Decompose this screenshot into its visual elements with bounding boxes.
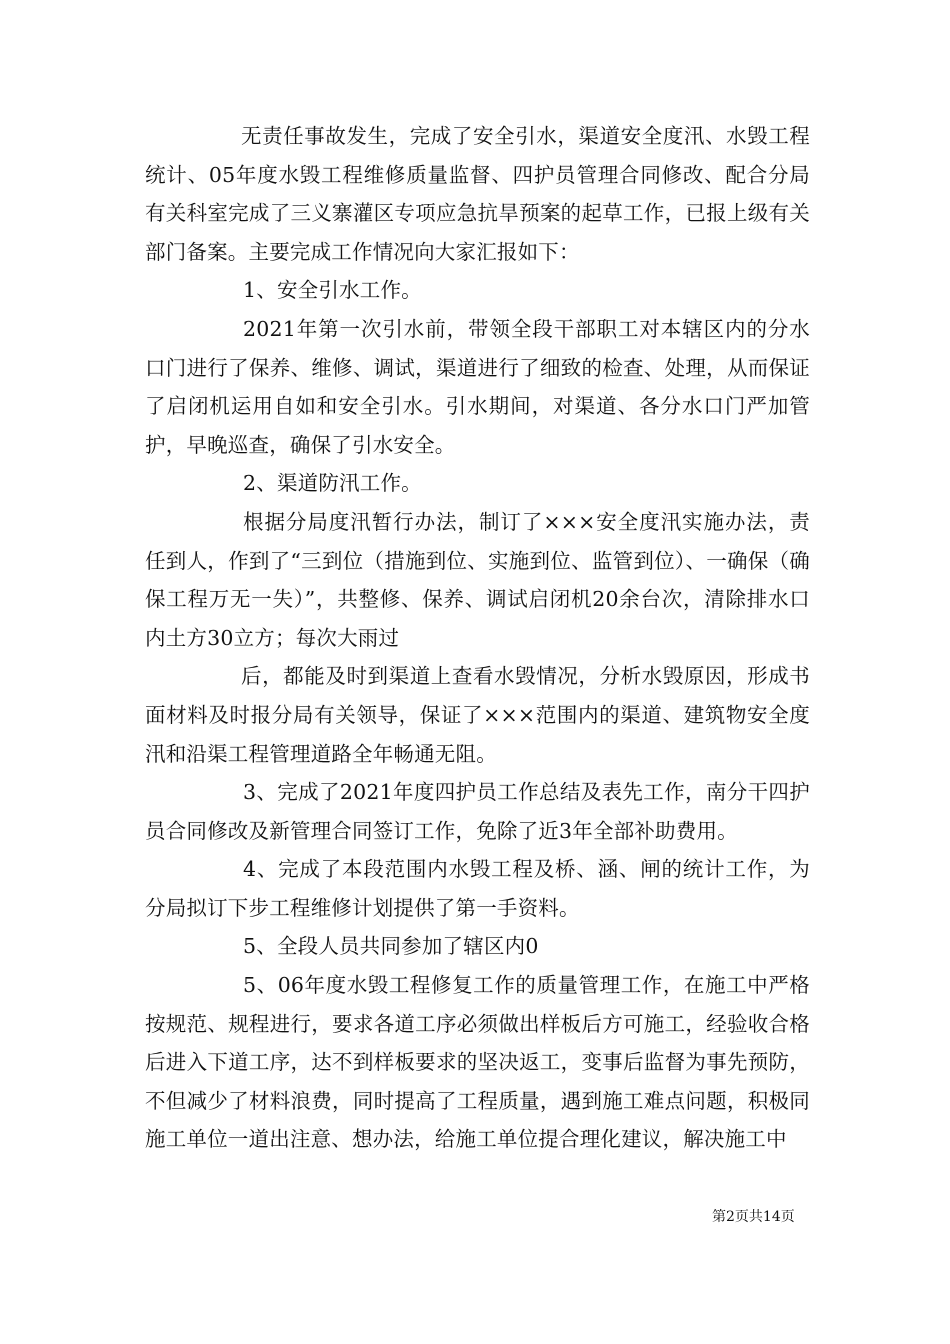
paragraph-intro: 无责任事故发生，完成了安全引水，渠道安全度汛、水毁工程统计、05年度水毁工程维修质量监督、四护员管理合同修改、配合分局有关科室完成了三义寨灌区专项应急抗旱预案的起草工作，已报上级有关部门备案。主要完成工作情况向大家汇报如下：	[145, 124, 810, 264]
paragraph-water-diversion: 2021年第一次引水前，带领全段干部职工对本辖区内的分水口门进行了保养、维修、调试，渠道进行了细致的检查、处理，从而保证了启闭机运用自如和安全引水。引水期间，对渠道、各分水口门严加管护，早晚巡查，确保了引水安全。	[145, 316, 810, 457]
page-number: 第2页共14页	[712, 1209, 795, 1225]
paragraph-item-5b: 5、06年度水毁工程修复工作的质量管理工作，在施工中严格按规范、规程进行，要求各道工序必须做出样板后方可施工，经验收合格后进入下道工序，达不到样板要求的坚决返工，变事后监督为事先预防，不但减少了材料浪费，同时提高了工程质量，遇到施工难点问题，积极同施工单位一道出注意、想办法，给施工单位提合理化建议，解决施工中	[145, 973, 810, 1152]
heading-flood-control: 2、渠道防汛工作。	[243, 471, 422, 496]
document-body	[145, 117, 810, 1159]
paragraph-flood-control: 根据分局度汛暂行办法，制订了×××安全度汛实施办法，责任到人，作到了“三到位（措施到位、实施到位、监管到位）、一确保（确保工程万无一失）”，共整修、保养、调试启闭机20余台次，清除排水口内土方30立方；每次大雨过	[145, 509, 810, 650]
paragraph-flood-followup: 后，都能及时到渠道上查看水毁情况，分析水毁原因，形成书面材料及时报分局有关领导，保证了×××范围内的渠道、建筑物安全度汛和沿渠工程管理道路全年畅通无阻。	[145, 664, 810, 766]
paragraph-item-4: 4、完成了本段范围内水毁工程及桥、涵、闸的统计工作，为分局拟订下步工程维修计划提供了第一手资料。	[145, 857, 810, 920]
paragraph-item-3: 3、完成了2021年度四护员工作总结及表先工作，南分干四护员合同修改及新管理合同签订工作，免除了近3年全部补助费用。	[145, 780, 810, 843]
heading-safe-water-diversion: 1、安全引水工作。	[243, 278, 422, 303]
paragraph-item-5a: 5、全段人员共同参加了辖区内0	[243, 934, 539, 959]
